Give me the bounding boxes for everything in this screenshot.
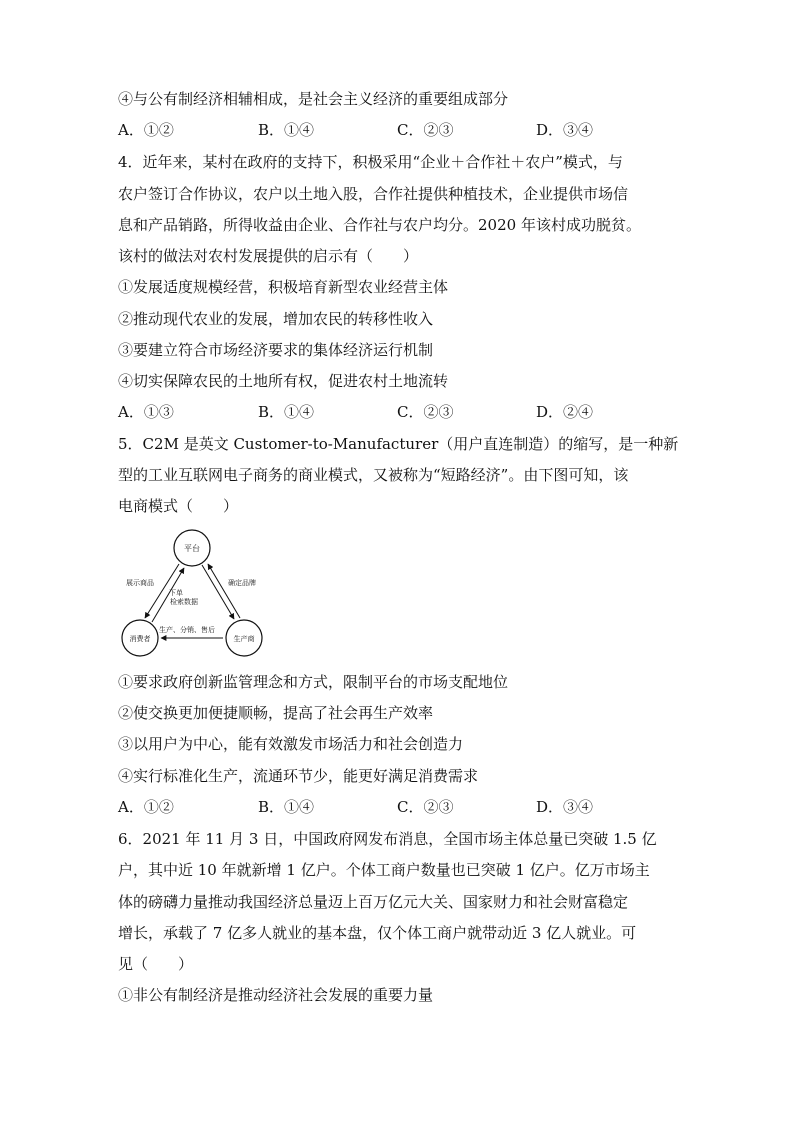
question-6-option-1: ①非公有制经济是推动经济社会发展的重要力量	[118, 986, 434, 1004]
producer-label: 生产商	[233, 635, 255, 643]
order-label: 下单	[169, 589, 183, 597]
question-4-option-1: ①发展适度规模经营，积极培育新型农业经营主体	[118, 278, 449, 296]
question-4-stem-line-2: 农户签订合作协议，农户以土地入股，合作社提供种植技术，企业提供市场信	[118, 185, 629, 203]
question-5-option-4: ④实行标准化生产，流通环节少，能更好满足消费需求	[118, 767, 479, 785]
produce-distribute-sell-label: 生产、分销、售后	[159, 626, 215, 634]
answer-choices-q4	[118, 402, 678, 422]
choice-a[interactable]: A．①③	[118, 403, 174, 421]
choice-b[interactable]: B．①④	[258, 121, 315, 139]
question-4-stem-line-3: 息和产品销路，所得收益由企业、合作社与农户均分。2020 年该村成功脱贫。	[118, 216, 641, 234]
choice-a[interactable]: A．①②	[118, 121, 174, 139]
question-5-option-1: ①要求政府创新监管理念和方式，限制平台的市场支配地位	[118, 673, 509, 691]
question-5-stem-line-3: 电商模式（ ）	[118, 497, 239, 515]
choice-c[interactable]: C．②③	[397, 798, 454, 816]
confirm-brand-label: 确定品牌	[228, 579, 256, 587]
choice-d[interactable]: D．③④	[536, 798, 594, 816]
question-6-stem-line-1: 6．2021 年 11 月 3 日，中国政府网发布消息，全国市场主体总量已突破 1.5 亿	[118, 830, 657, 848]
question-4-stem-line-4: 该村的做法对农村发展提供的启示有（ ）	[118, 247, 419, 265]
question-6-stem-line-4: 增长，承载了 7 亿多人就业的基本盘，仅个体工商户就带动近 3 亿人就业。可	[118, 924, 637, 942]
question-4-option-4: ④切实保障农民的土地所有权，促进农村土地流转	[118, 372, 449, 390]
question-5-option-2: ②使交换更加便捷顺畅，提高了社会再生产效率	[118, 704, 434, 722]
choice-d[interactable]: D．③④	[536, 121, 594, 139]
answer-choices-q5	[118, 797, 678, 817]
consumer-label: 消费者	[129, 635, 151, 643]
arrow-platform-to-producer	[202, 565, 234, 619]
question-4-stem-line-1: 4．近年来，某村在政府的支持下，积极采用“企业＋合作社＋农户”模式，与	[118, 153, 623, 171]
question-6-stem-line-5: 见（ ）	[118, 955, 194, 973]
choice-d[interactable]: D．②④	[536, 403, 594, 421]
line-q3-option-4: ④与公有制经济相辅相成，是社会主义经济的重要组成部分	[118, 90, 509, 108]
choice-a[interactable]: A．①②	[118, 798, 174, 816]
choice-b[interactable]: B．①④	[258, 798, 315, 816]
question-5-stem-line-1: 5．C2M 是英文 Customer-to-Manufacturer（用户直连制造）的缩写，是一种新	[118, 435, 679, 453]
arrow-producer-to-platform	[208, 564, 240, 618]
question-4-option-3: ③要建立符合市场经济要求的集体经济运行机制	[118, 341, 434, 359]
question-6-stem-line-2: 户，其中近 10 年就新增 1 亿户。个体工商户数量也已突破 1 亿户。亿万市场主	[118, 861, 650, 879]
question-5-option-3: ③以用户为中心，能有效激发市场活力和社会创造力	[118, 735, 464, 753]
c2m-flow-diagram	[118, 528, 288, 668]
question-5-stem-line-2: 型的工业互联网电子商务的商业模式，又被称为“短路经济”。由下图可知，该	[118, 466, 629, 484]
platform-label: 平台	[184, 544, 200, 553]
show-goods-label: 展示商品	[126, 579, 154, 587]
choice-c[interactable]: C．②③	[397, 403, 454, 421]
search-data-label: 检索数据	[170, 598, 198, 606]
answer-choices-q3	[118, 120, 678, 140]
question-6-stem-line-3: 体的磅礴力量推动我国经济总量迈上百万亿元大关、国家财力和社会财富稳定	[118, 893, 629, 911]
choice-b[interactable]: B．①④	[258, 403, 315, 421]
question-4-option-2: ②推动现代农业的发展，增加农民的转移性收入	[118, 310, 434, 328]
choice-c[interactable]: C．②③	[397, 121, 454, 139]
